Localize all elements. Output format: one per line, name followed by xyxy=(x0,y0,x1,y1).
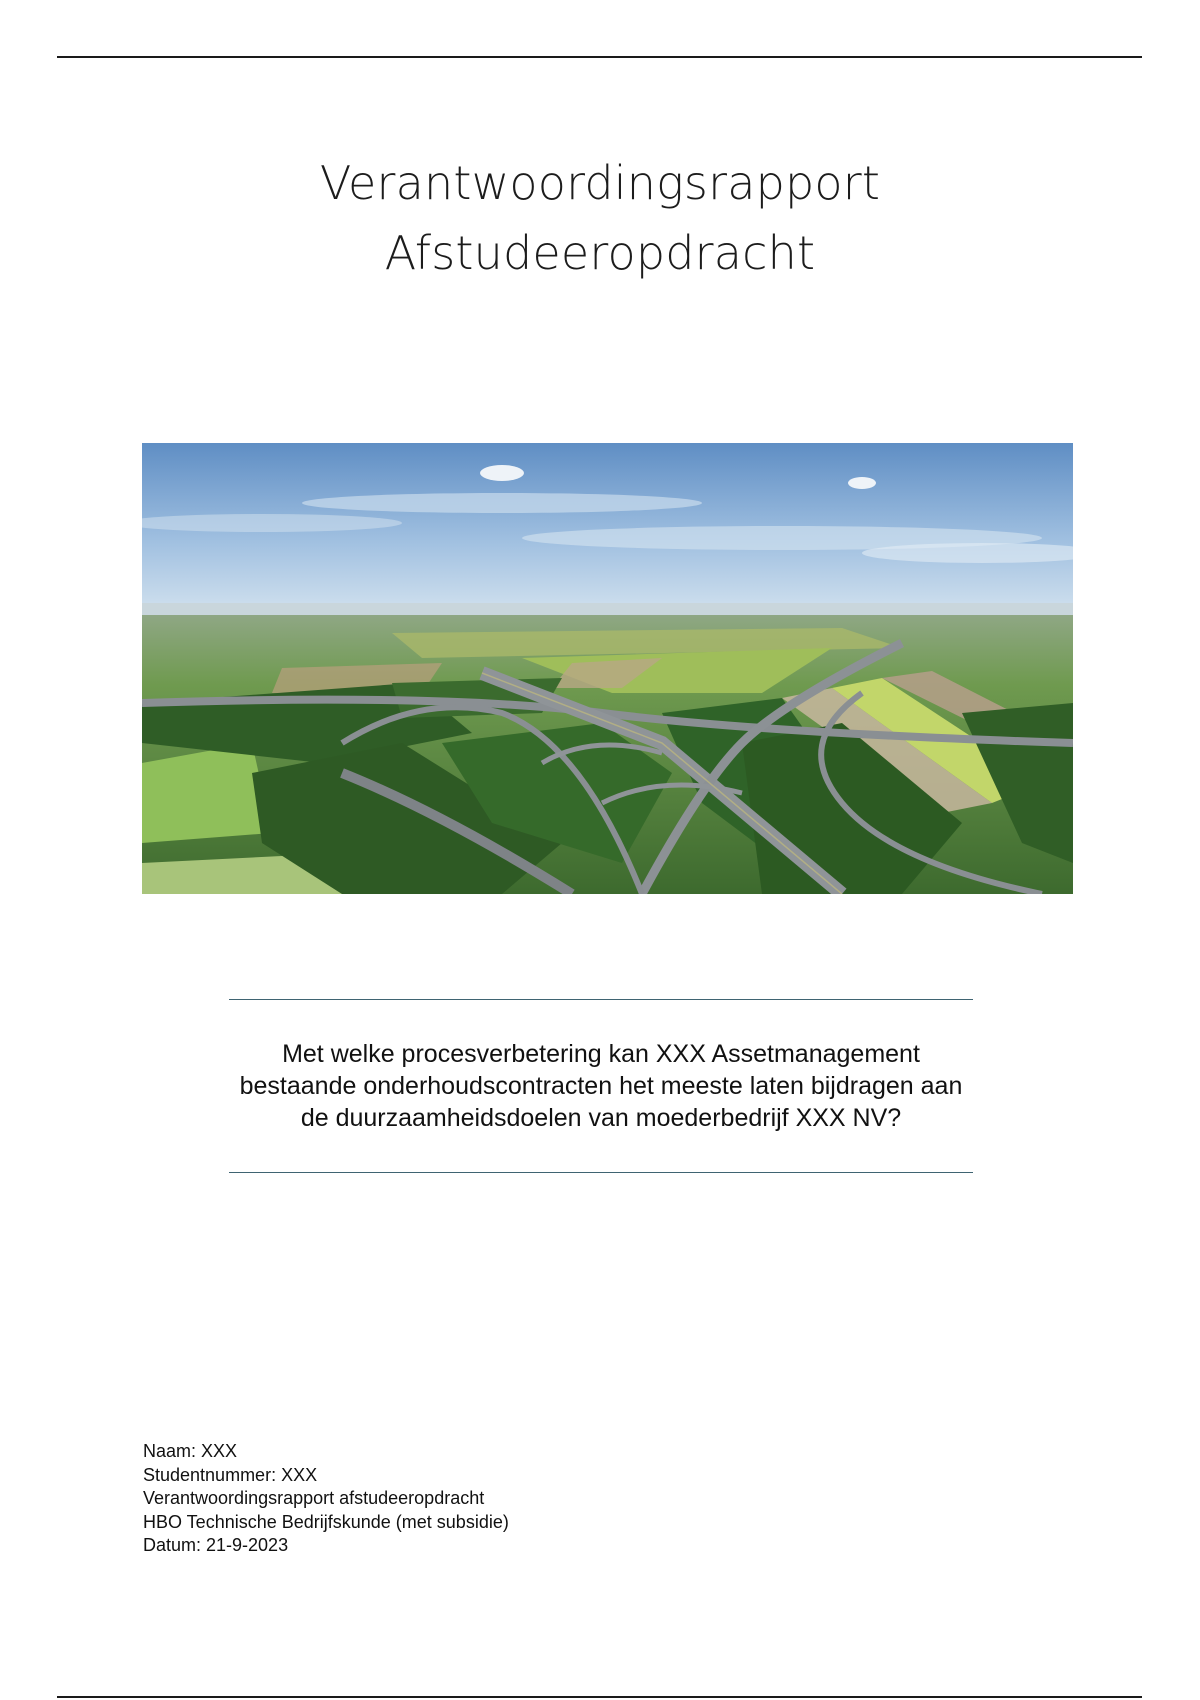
detail-report-type: Verantwoordingsrapport afstudeeropdracht xyxy=(143,1488,485,1508)
detail-name: Naam: XXX xyxy=(143,1441,238,1461)
research-question: Met welke procesverbetering kan XXX Assetmanagement bestaande onderhoudscontracten het meeste laten bijdragen aan de duurzaamheidsdoelen van moederbedrijf XXX NV? xyxy=(239,1040,963,1132)
bottom-horizontal-rule xyxy=(57,1696,1142,1698)
detail-student-number: Studentnummer: XXX xyxy=(143,1464,318,1485)
detail-program: HBO Technische Bedrijfskunde (met subsidie) xyxy=(143,1511,509,1532)
top-horizontal-rule xyxy=(57,56,1142,58)
student-details xyxy=(143,1440,509,1558)
cover-image xyxy=(142,443,1073,894)
title-line-2: Afstudeeropdracht xyxy=(384,226,816,280)
aerial-highway-interchange-photo xyxy=(142,443,1073,894)
research-question-box xyxy=(229,999,973,1173)
detail-date: Datum: 21-9-2023 xyxy=(143,1535,289,1555)
title-line-1: Verantwoordingsrapport xyxy=(319,156,881,210)
document-title xyxy=(0,148,1200,288)
